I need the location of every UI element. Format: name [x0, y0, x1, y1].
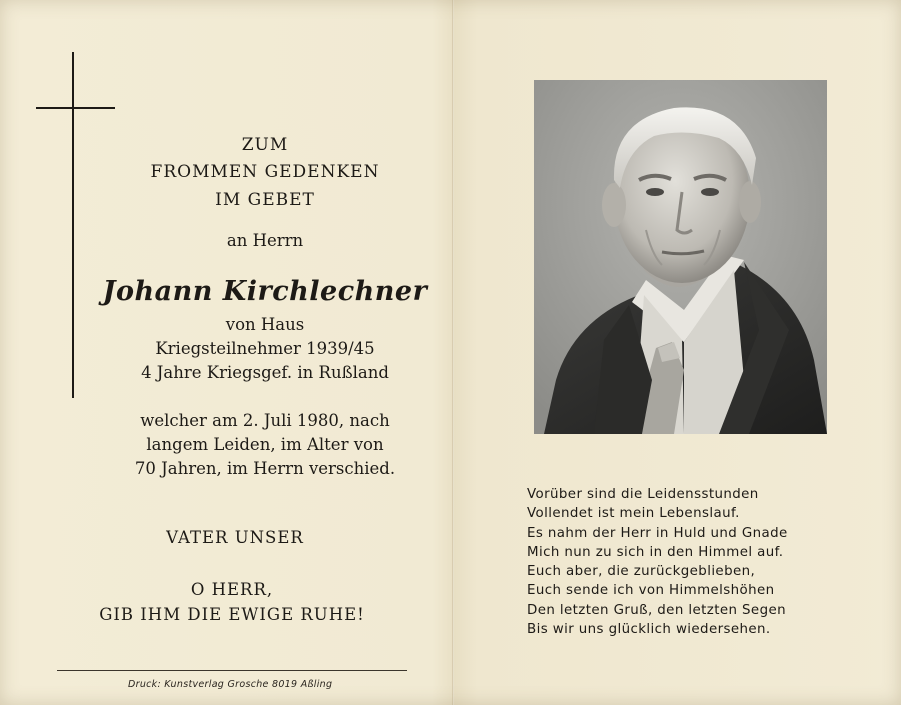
deceased-service: Kriegsteilnehmer 1939/45 — [155, 339, 375, 358]
deceased-captivity: 4 Jahre Kriegsgef. in Rußland — [141, 363, 389, 382]
prayer-line-1: O HERR, — [190, 580, 274, 599]
poem-line: Es nahm der Herr in Huld und Gnade — [527, 525, 788, 541]
poem-line: Bis wir uns glücklich wiedersehen. — [527, 622, 771, 638]
poem-line: Vollendet ist mein Lebenslauf. — [527, 506, 740, 522]
vater-unser: VATER UNSER — [166, 528, 304, 547]
poem-line: Euch aber, die zurückgeblieben, — [527, 564, 756, 580]
prayer-line-2: GIB IHM DIE EWIGE RUHE! — [99, 605, 365, 624]
card-fold — [452, 0, 454, 705]
cross-vertical-bar — [72, 52, 74, 398]
heading-line-3: IM GEBET — [215, 190, 315, 210]
poem-line: Den letzten Gruß, den letzten Segen — [527, 602, 786, 618]
portrait-photo — [534, 80, 827, 434]
cross-horizontal-bar — [36, 107, 115, 109]
death-notice-line-3: 70 Jahren, im Herrn verschied. — [134, 459, 396, 478]
deceased-name: Johann Kirchlechner — [102, 276, 428, 307]
portrait-illustration — [534, 80, 827, 434]
printer-credit: Druck: Kunstverlag Grosche 8019 Aßling — [128, 679, 333, 690]
heading-line-1: ZUM — [241, 135, 289, 155]
footer-divider — [57, 670, 407, 671]
death-notice-line-1: welcher am 2. Juli 1980, nach — [140, 411, 390, 430]
address-line: an Herrn — [226, 231, 304, 250]
poem-line: Vorüber sind die Leidensstunden — [527, 487, 759, 502]
heading-line-2: FROMMEN GEDENKEN — [150, 162, 380, 182]
poem-line: Mich nun zu sich in den Himmel auf. — [527, 544, 784, 560]
deceased-origin: von Haus — [225, 315, 305, 334]
poem-line: Euch sende ich von Himmelshöhen — [527, 583, 775, 599]
poem — [527, 485, 788, 639]
death-notice-line-2: langem Leiden, im Alter von — [146, 435, 384, 454]
